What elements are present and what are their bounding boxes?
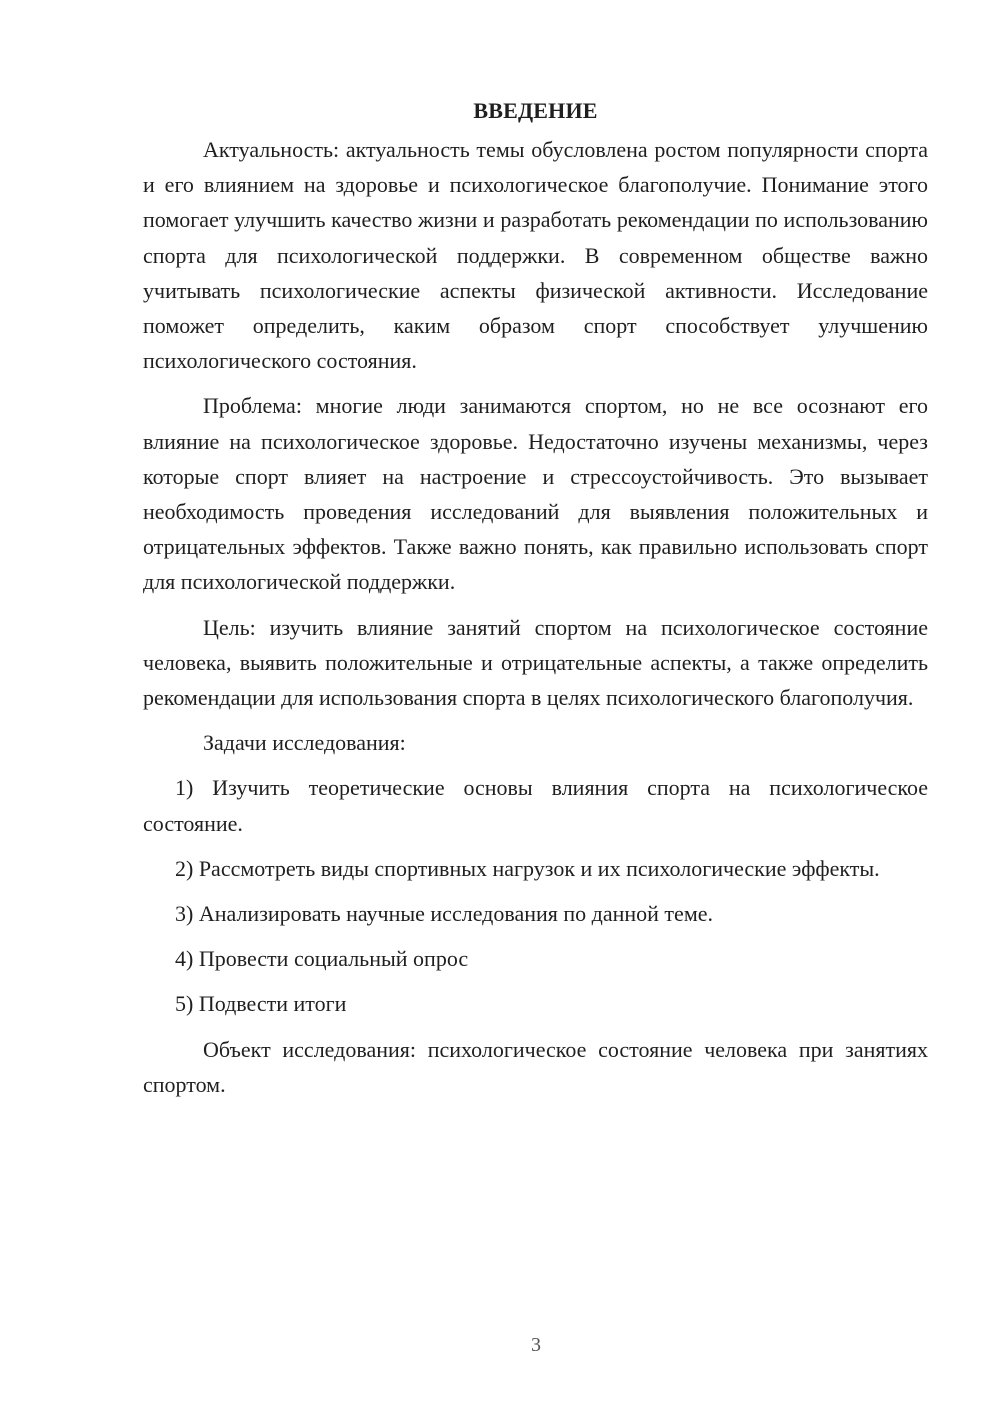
task-item-4: 4) Провести социальный опрос (175, 946, 469, 972)
paragraph-relevance: Актуальность: актуальность темы обусловлена ростом популярности спорта и его влиянием на здоровье и психологическое благополучие. Понимание этого помогает улучшить качество жизни и разработать рекомендации по использованию спорта для психологической поддержки. В современном обществе важно учитывать психологические аспекты физической активности. Исследование поможет определить, каким образом спорт способствует улучшению психологического состояния. (143, 137, 928, 374)
document-page (143, 96, 928, 1112)
page-number: 3 (531, 1334, 541, 1356)
task-item-1: 1) Изучить теоретические основы влияния спорта на психологическое состояние. (143, 775, 928, 836)
task-item-2: 2) Рассмотреть виды спортивных нагрузок и их психологические эффекты. (175, 855, 880, 881)
paragraph-object: Объект исследования: психологическое состояние человека при занятиях спортом. (143, 1036, 928, 1097)
paragraph-problem: Проблема: многие люди занимаются спортом, но не все осознают его влияние на психологическое здоровье. Недостаточно изучены механизмы, через которые спорт влияет на настроение и стрессоустойчивость. Это вызывает необходимость проведения исследований для выявления положительных и отрицательных эффектов. Также важно понять, как правильно использовать спорт для психологической поддержки. (143, 393, 928, 595)
tasks-heading: Задачи исследования: (203, 730, 406, 756)
task-item-3: 3) Анализировать научные исследования по данной теме. (175, 901, 714, 927)
task-item-5: 5) Подвести итоги (175, 991, 347, 1017)
paragraph-goal: Цель: изучить влияние занятий спортом на психологическое состояние человека, выявить положительные и отрицательные аспекты, а также определить рекомендации для использования спорта в целях психологического благополучия. (143, 614, 928, 711)
page-title: ВВЕДЕНИЕ (473, 98, 598, 123)
